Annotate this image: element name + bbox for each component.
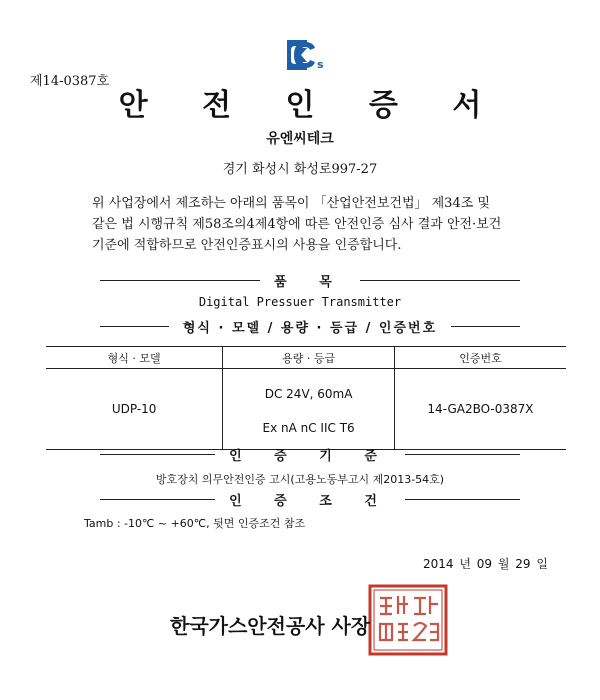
divider xyxy=(100,280,260,281)
section-label: 품 목 xyxy=(274,274,346,290)
rating-cell xyxy=(223,369,395,450)
divider xyxy=(451,326,520,327)
section-label: 인 증 기 준 xyxy=(229,448,391,464)
certificate-number: 제14-0387호 xyxy=(30,74,110,89)
issue-date: 2014 년 09 월 29 일 xyxy=(423,557,548,571)
divider xyxy=(405,499,520,500)
table-row xyxy=(46,369,566,450)
product-section-header xyxy=(100,270,520,290)
section-label: 형식 · 모델 / 용량 · 등급 / 인증번호 xyxy=(182,320,438,336)
issuer-name: 한국가스안전공사 사장 xyxy=(170,614,371,638)
cert-number-cell: 14-GA2BO-0387X xyxy=(394,369,566,450)
statement-line: 같은 법 시행규칙 제58조의4제4항에 따른 안전인증 심사 결과 안전·보건 xyxy=(92,217,502,232)
rating-value: DC 24V, 60mA xyxy=(264,387,353,401)
certificate-title: 안 전 인 증 서 xyxy=(118,88,504,123)
divider xyxy=(100,454,215,455)
divider xyxy=(100,499,215,500)
certification-statement xyxy=(92,193,562,256)
section-label: 인 증 조 건 xyxy=(229,493,391,509)
company-name: 유엔씨테크 xyxy=(266,131,334,147)
company-address: 경기 화성시 화성로997-27 xyxy=(222,162,378,177)
kcs-logo-icon xyxy=(283,38,329,72)
divider xyxy=(405,454,520,455)
model-cell: UDP-10 xyxy=(46,369,223,450)
statement-line: 위 사업장에서 제조하는 아래의 품목이 「산업안전보건법」 제34조 및 xyxy=(92,196,490,211)
certification-condition: Tamb : -10℃ ~ +60℃, 뒷면 인증조건 참조 xyxy=(84,517,306,530)
divider xyxy=(100,326,169,327)
certification-standard: 방호장치 의무안전인증 고시(고용노동부고시 제2013-54호) xyxy=(155,473,445,486)
column-header: 인증번호 xyxy=(394,347,566,369)
column-header: 형식 · 모델 xyxy=(46,347,223,369)
spec-table xyxy=(46,346,566,450)
statement-line: 기준에 적합하므로 안전인증표시의 사용을 인증합니다. xyxy=(92,238,402,253)
standard-section-header xyxy=(100,444,520,464)
model-section-header xyxy=(100,316,520,336)
product-name: Digital Pressuer Transmitter xyxy=(198,295,402,309)
condition-section-header xyxy=(100,489,520,509)
divider xyxy=(360,280,520,281)
svg-text:s: s xyxy=(317,58,324,71)
table-header-row xyxy=(46,347,566,369)
column-header: 용량 · 등급 xyxy=(223,347,395,369)
explosion-protection-rating: Ex nA nC IIC T6 xyxy=(262,421,355,435)
official-seal-icon xyxy=(368,584,448,656)
